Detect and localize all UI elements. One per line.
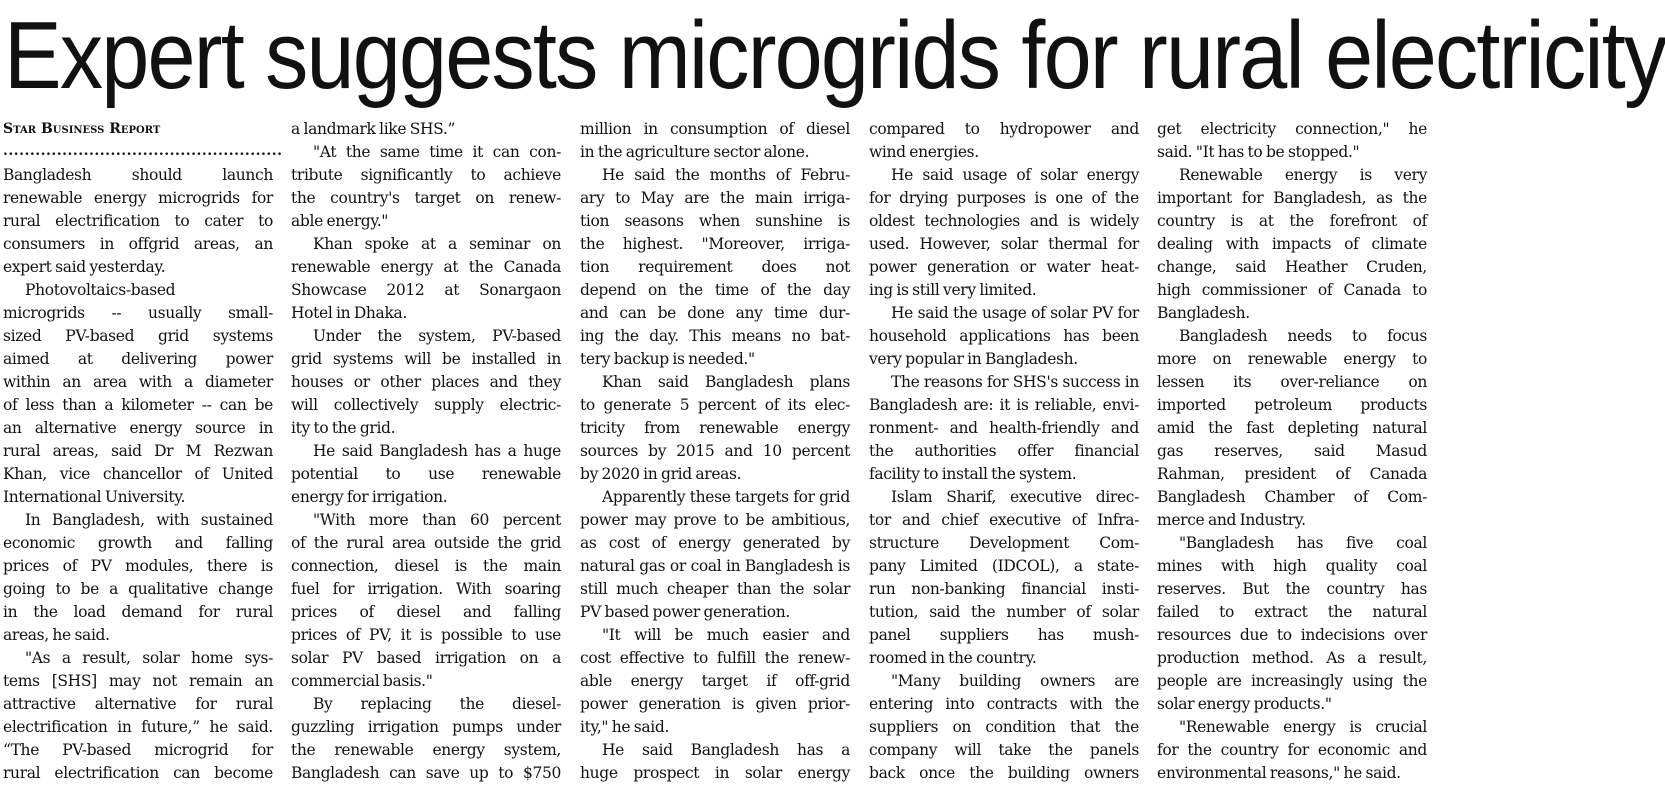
column-4-text [869,118,1139,785]
article-line: He said Bangladesh has a [602,741,850,759]
article-line: change, said Heather Cruden, [1157,258,1427,276]
article-line: expert said yesterday. [3,258,166,276]
article-line: renewable energy microgrids for [3,189,273,207]
article-line: and can be done any time dur- [580,304,850,322]
article-line: said. "It has to be stopped." [1157,143,1360,161]
article-line: going to be a qualitative change [3,580,273,598]
article-line: million in consumption of diesel [580,120,850,138]
article-line: able energy target if off-grid [580,672,850,690]
article-line: tribute significantly to achieve [291,166,561,184]
article-line: production method. As a result, [1157,649,1427,667]
article-line: amid the fast depleting natural [1157,419,1427,437]
article-line: tery backup is needed." [580,350,755,368]
article-line: houses or other places and they [291,373,561,391]
article-line: dealing with impacts of climate [1157,235,1427,253]
article-line: tion seasons when sunshine is [580,212,850,230]
article-line: country is at the forefront of [1157,212,1427,230]
article-line: sources by 2015 and 10 percent [580,442,850,460]
article-column-5 [1157,118,1427,798]
article-line: aimed at delivering power [3,350,273,368]
article-line: attractive alternative for rural [3,695,273,713]
column-3-text [580,118,850,785]
article-column-3 [580,118,850,798]
article-line: by 2020 in grid areas. [580,465,742,483]
byline: Star Business Report [3,121,161,137]
article-line: "With more than 60 percent [313,511,561,529]
article-line: depend on the time of the day [580,281,850,299]
article-line: huge prospect in solar energy [580,764,850,782]
article-line: “The PV-based microgrid for [3,741,273,759]
article-line: wind energies. [869,143,979,161]
article-line: people are increasingly using the [1157,672,1427,690]
article-line: panel suppliers has mush- [869,626,1139,644]
article-line: very popular in Bangladesh. [869,350,1078,368]
article-line: Bangladesh needs to focus [1179,327,1427,345]
byline-divider: .................................................... [3,143,283,159]
article-line: natural gas or coal in Bangladesh is [580,557,850,575]
article-line: ary to May are the main irriga- [580,189,850,207]
article-line: International University. [3,488,186,506]
article-line: imported petroleum products [1157,396,1427,414]
article-line: Bangladesh can save up to $750 [291,764,561,782]
article-line: within an area with a diameter [3,373,273,391]
article-line: still much cheaper than the solar [580,580,850,598]
article-line: "It will be much easier and [602,626,850,644]
article-line: Bangladesh are: it is reliable, envi- [869,396,1139,414]
article-line: merce and Industry. [1157,511,1306,529]
article-line: He said usage of solar energy [891,166,1139,184]
article-line: Bangladesh Chamber of Com- [1157,488,1427,506]
article-line: lessen its over-reliance on [1157,373,1427,391]
article-column-4 [869,118,1139,798]
article-line: more on renewable energy to [1157,350,1427,368]
article-line: prices of PV modules, there is [3,557,273,575]
article-line: commercial basis." [291,672,433,690]
article-line: environmental reasons," he said. [1157,764,1401,782]
article-line: microgrids -- usually small- [3,304,273,322]
article-line: Islam Sharif, executive direc- [891,488,1139,506]
article-line: By replacing the diesel- [313,695,561,713]
article-line: "Many building owners are [891,672,1139,690]
article-column-1 [3,118,283,798]
article-line: Rahman, president of Canada [1157,465,1427,483]
article-column-2 [291,118,561,798]
article-line: rural electrification to cater to [3,212,273,230]
article-line: ing the day. This means no bat- [580,327,850,345]
article-line: run non-banking financial insti- [869,580,1139,598]
article-line: failed to extract the natural [1157,603,1427,621]
article-line: able energy." [291,212,389,230]
article-line: The reasons for SHS's success in [891,373,1139,391]
article-line: Hotel in Dhaka. [291,304,407,322]
article-line: Khan, vice chancellor of United [3,465,273,483]
article-line: connection, diesel is the main [291,557,561,575]
article-line: ity to the grid. [291,419,396,437]
article-line: pany Limited (IDCOL), a state- [869,557,1139,575]
article-line: Showcase 2012 at Sonargaon [291,281,561,299]
article-line: ronment- and health-friendly and [869,419,1139,437]
article-line: sized PV-based grid systems [3,327,273,345]
article-line: gas reserves, said Masud [1157,442,1427,460]
article-line: Renewable energy is very [1179,166,1427,184]
article-line: grid systems will be installed in [291,350,561,368]
article-line: ing is still very limited. [869,281,1037,299]
article-line: tution, said the number of solar [869,603,1139,621]
article-line: tems [SHS] may not remain an [3,672,273,690]
article-line: roomed in the country. [869,649,1037,667]
column-2-text [291,118,561,785]
article-line: fuel for irrigation. With soaring [291,580,561,598]
article-line: PV based power generation. [580,603,790,621]
article-line: in the agriculture sector alone. [580,143,810,161]
article-line: household applications has been [869,327,1139,345]
article-line: prices of PV, it is possible to use [291,626,561,644]
article-line: Khan said Bangladesh plans [602,373,850,391]
article-line: renewable energy at the Canada [291,258,561,276]
column-5-text [1157,118,1427,785]
article-line: as cost of energy generated by [580,534,850,552]
article-line: economic growth and falling [3,534,273,552]
article-line: back once the building owners [869,764,1139,782]
article-line: resources due to indecisions over [1157,626,1427,644]
article-line: In Bangladesh, with sustained [25,511,273,529]
article-line: Khan spoke at a seminar on [313,235,561,253]
article-line: ity," he said. [580,718,670,736]
article-line: rural areas, said Dr M Rezwan [3,442,273,460]
article-line: an alternative energy source in [3,419,273,437]
article-line: suppliers on condition that the [869,718,1139,736]
article-line: used. However, solar thermal for [869,235,1139,253]
article-line: company will take the panels [869,741,1139,759]
article-line: the highest. "Moreover, irriga- [580,235,850,253]
article-line: will collectively supply electric- [291,396,561,414]
article-line: Bangladesh. [1157,304,1250,322]
article-line: rural electrification can become [3,764,273,782]
article-line: power generation or water heat- [869,258,1139,276]
article-line: Under the system, PV-based [313,327,561,345]
article-line: "As a result, solar home sys- [25,649,273,667]
article-line: "At the same time it can con- [313,143,561,161]
article-line: of the rural area outside the grid [291,534,561,552]
article-line: in the load demand for rural [3,603,273,621]
article-line: mines with high quality coal [1157,557,1427,575]
article-line: high commissioner of Canada to [1157,281,1427,299]
article-line: He said the usage of solar PV for [891,304,1139,322]
article-line: electrification in future,” he said. [3,718,273,736]
article-line: guzzling irrigation pumps under [291,718,561,736]
article-line: solar energy products." [1157,695,1332,713]
article-line: prices of diesel and falling [291,603,561,621]
article-line: "Renewable energy is crucial [1179,718,1427,736]
article-line: the authorities offer financial [869,442,1139,460]
article-line: reserves. But the country has [1157,580,1427,598]
article-line: tion requirement does not [580,258,850,276]
article-line: "Bangladesh has five coal [1179,534,1427,552]
article-line: facility to install the system. [869,465,1077,483]
article-line: important for Bangladesh, as the [1157,189,1427,207]
article-line: for drying purposes is one of the [869,189,1139,207]
article-line: entering into contracts with the [869,695,1139,713]
article-line: power may prove to be ambitious, [580,511,850,529]
article-line: the country's target on renew- [291,189,561,207]
article-line: a landmark like SHS.” [291,120,456,138]
article-line: consumers in offgrid areas, an [3,235,273,253]
article-line: the renewable energy system, [291,741,561,759]
article-line: Apparently these targets for grid [602,488,850,506]
article-line: tor and chief executive of Infra- [869,511,1139,529]
headline: Expert suggests microgrids for rural electricity [4,2,1665,109]
article-line: energy for irrigation. [291,488,448,506]
article-line: to generate 5 percent of its elec- [580,396,850,414]
column-1-text [3,164,273,785]
article-line: Bangladesh should launch [3,166,273,184]
article-body [3,118,1435,798]
article-line: power generation is given prior- [580,695,850,713]
article-line: cost effective to fulfill the renew- [580,649,850,667]
article-line: oldest technologies and is widely [869,212,1139,230]
article-line: compared to hydropower and [869,120,1139,138]
article-line: tricity from renewable energy [580,419,850,437]
article-line: Photovoltaics-based [25,281,176,299]
article-line: structure Development Com- [869,534,1139,552]
article-line: He said Bangladesh has a huge [313,442,561,460]
article-line: get electricity connection," he [1157,120,1427,138]
article-line: He said the months of Febru- [602,166,850,184]
article-line: for the country for economic and [1157,741,1427,759]
article-line: potential to use renewable [291,465,561,483]
article-line: areas, he said. [3,626,110,644]
article-line: solar PV based irrigation on a [291,649,561,667]
article-line: of less than a kilometer -- can be [3,396,273,414]
